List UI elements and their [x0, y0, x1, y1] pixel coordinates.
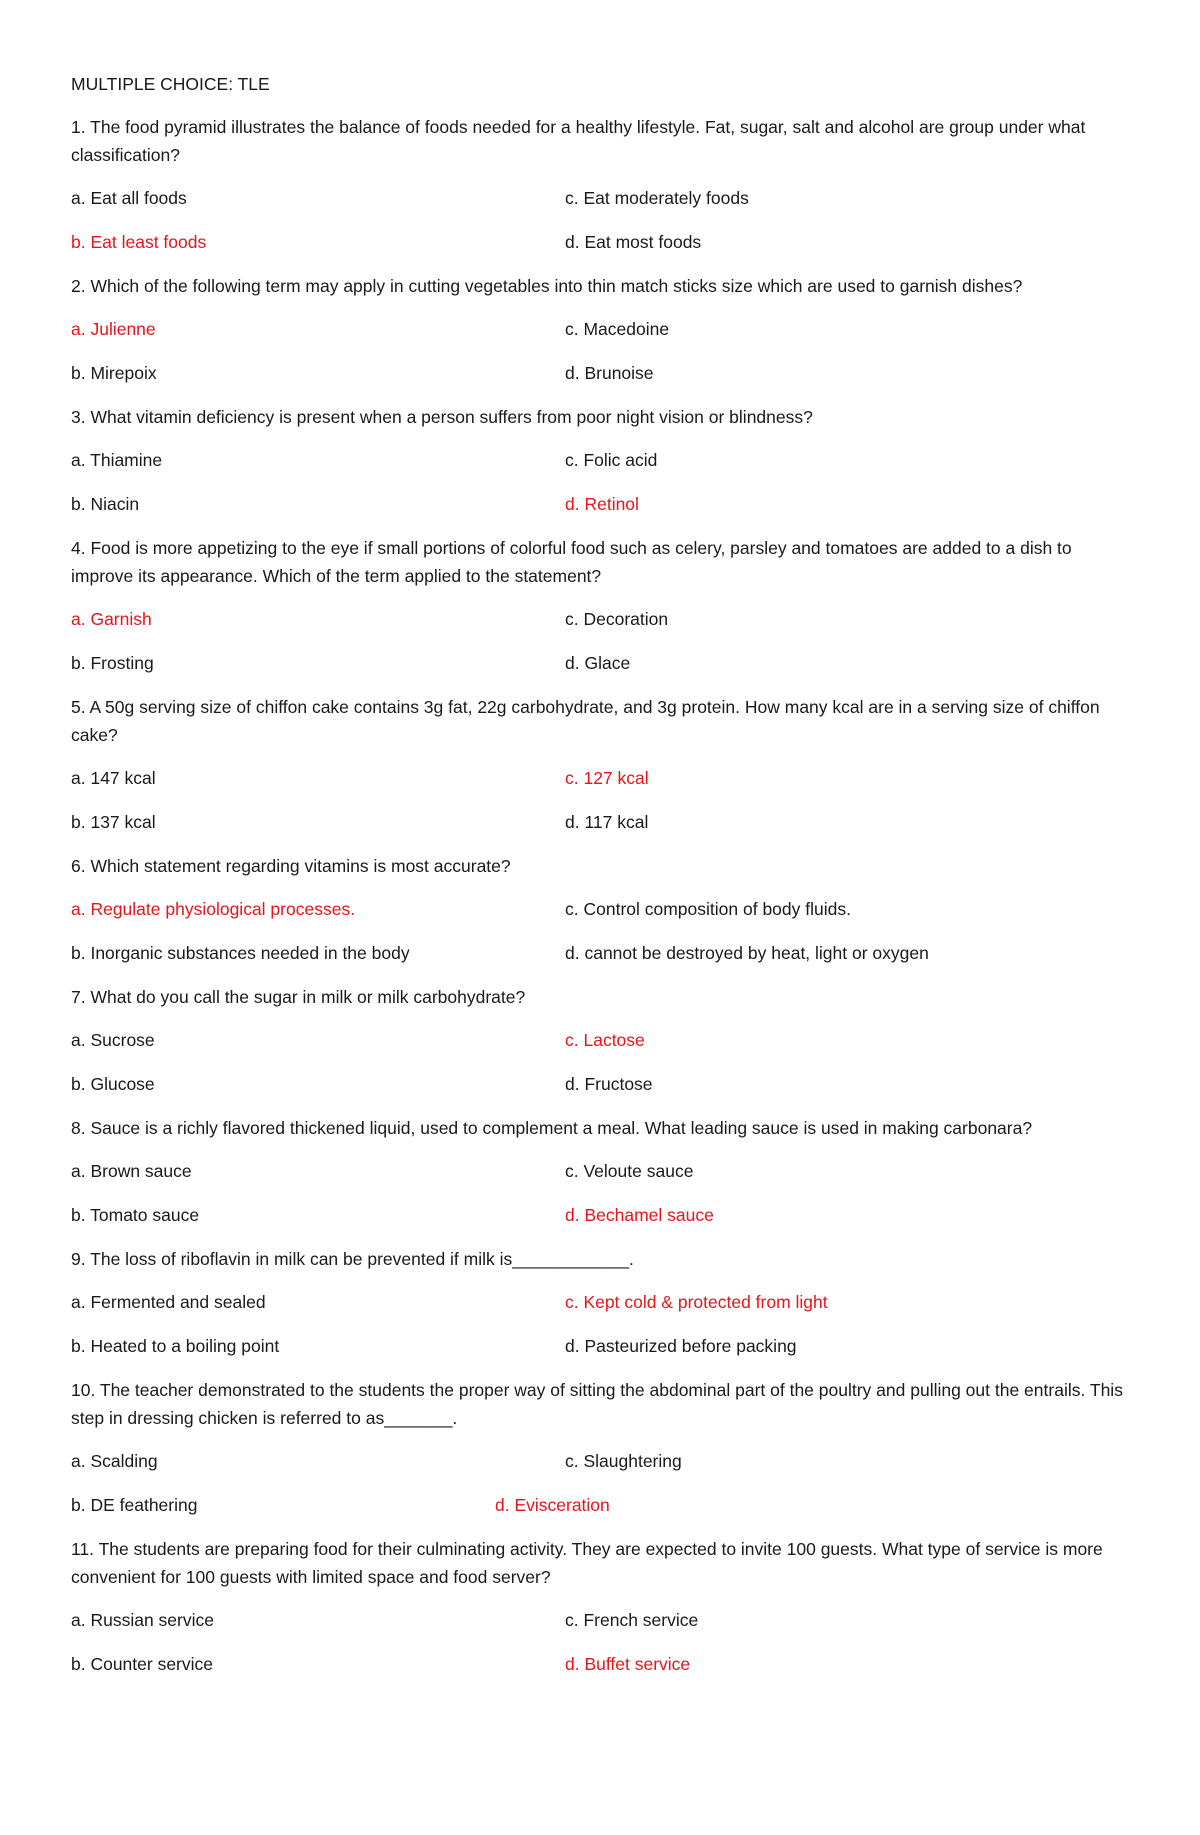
choice-row	[71, 490, 1131, 518]
choice-row	[71, 939, 1131, 967]
choice-row	[71, 228, 1131, 256]
choice-row	[71, 1070, 1131, 1098]
page-title: MULTIPLE CHOICE: TLE	[71, 74, 270, 94]
choice-row	[71, 808, 1131, 836]
choice-row	[71, 649, 1131, 677]
question-1: 1. The food pyramid illustrates the balance of foods needed for a healthy lifestyle. Fat, sugar, salt and alcohol are group under what classification?	[71, 117, 1086, 165]
question-3: 3. What vitamin deficiency is present when a person suffers from poor night vision or blindness?	[71, 407, 813, 427]
choice-row	[71, 315, 1131, 343]
choice-row	[71, 1650, 1131, 1678]
choice-b: b. DE feathering	[71, 1495, 198, 1515]
choice-c: c. French service	[565, 1610, 699, 1630]
choice-d: d. Eat most foods	[565, 232, 702, 252]
choice-d: d. 117 kcal	[565, 812, 649, 832]
question-6: 6. Which statement regarding vitamins is most accurate?	[71, 856, 511, 876]
choice-b: b. Mirepoix	[71, 363, 157, 383]
choice-d-correct: d. Evisceration	[495, 1495, 610, 1515]
choice-d-correct: d. Bechamel sauce	[565, 1205, 714, 1225]
question-4: 4. Food is more appetizing to the eye if small portions of colorful food such as celery, parsley and tomatoes are added to a dish to improve its appearance. Which of the term applied to the statement?	[71, 538, 1072, 586]
choice-a: a. Fermented and sealed	[71, 1292, 266, 1312]
choice-row	[71, 1288, 1131, 1316]
choice-d: d. Pasteurized before packing	[565, 1336, 797, 1356]
choice-d-correct: d. Buffet service	[565, 1654, 691, 1674]
choice-row	[71, 1447, 1131, 1475]
choice-d: d. cannot be destroyed by heat, light or oxygen	[565, 943, 929, 963]
choice-b: b. Heated to a boiling point	[71, 1336, 280, 1356]
choice-b: b. Tomato sauce	[71, 1205, 200, 1225]
choice-c: c. Veloute sauce	[565, 1161, 694, 1181]
choice-c-correct: c. 127 kcal	[565, 768, 649, 788]
choice-c: c. Control composition of body fluids.	[565, 899, 851, 919]
choice-row	[71, 184, 1131, 212]
choice-b: b. Inorganic substances needed in the body	[71, 943, 410, 963]
choice-row	[71, 1201, 1131, 1229]
choice-a-correct: a. Julienne	[71, 319, 156, 339]
choice-c-correct: c. Kept cold & protected from light	[565, 1292, 828, 1312]
choice-a-correct: a. Garnish	[71, 609, 152, 629]
choice-a: a. Scalding	[71, 1451, 158, 1471]
choice-c: c. Macedoine	[565, 319, 670, 339]
choice-c: c. Eat moderately foods	[565, 188, 749, 208]
choice-a: a. Russian service	[71, 1610, 214, 1630]
choice-c-correct: c. Lactose	[565, 1030, 645, 1050]
quiz-page	[71, 70, 1131, 1694]
question-8: 8. Sauce is a richly flavored thickened liquid, used to complement a meal. What leading sauce is used in making carbonara?	[71, 1118, 1033, 1138]
choice-row	[71, 1026, 1131, 1054]
choice-d-correct: d. Retinol	[565, 494, 639, 514]
choice-a-correct: a. Regulate physiological processes.	[71, 899, 356, 919]
choice-c: c. Folic acid	[565, 450, 658, 470]
question-10: 10. The teacher demonstrated to the students the proper way of sitting the abdominal part of the poultry and pulling out the entrails. This step in dressing chicken is referred to as_______.	[71, 1380, 1123, 1428]
choice-c: c. Decoration	[565, 609, 669, 629]
choice-row	[71, 359, 1131, 387]
question-9: 9. The loss of riboflavin in milk can be prevented if milk is____________.	[71, 1249, 634, 1269]
choice-row	[71, 764, 1131, 792]
choice-d: d. Glace	[565, 653, 631, 673]
question-5: 5. A 50g serving size of chiffon cake contains 3g fat, 22g carbohydrate, and 3g protein. How many kcal are in a serving size of chiffon cake?	[71, 697, 1100, 745]
choice-row	[71, 895, 1131, 923]
choice-d: d. Brunoise	[565, 363, 654, 383]
choice-a: a. Sucrose	[71, 1030, 155, 1050]
choice-d: d. Fructose	[565, 1074, 653, 1094]
choice-row	[71, 446, 1131, 474]
question-11: 11. The students are preparing food for their culminating activity. They are expected to invite 100 guests. What type of service is more convenient for 100 guests with limited space and food server?	[71, 1539, 1103, 1587]
choice-b: b. Counter service	[71, 1654, 214, 1674]
choice-row	[71, 1491, 1131, 1519]
choice-row	[71, 605, 1131, 633]
question-2: 2. Which of the following term may apply in cutting vegetables into thin match sticks size which are used to garnish dishes?	[71, 276, 1023, 296]
choice-row	[71, 1332, 1131, 1360]
choice-a: a. Eat all foods	[71, 188, 187, 208]
choice-a: a. Brown sauce	[71, 1161, 192, 1181]
choice-b: b. Niacin	[71, 494, 140, 514]
choice-b-correct: b. Eat least foods	[71, 232, 207, 252]
question-7: 7. What do you call the sugar in milk or milk carbohydrate?	[71, 987, 526, 1007]
choice-c: c. Slaughtering	[565, 1451, 682, 1471]
choice-b: b. Glucose	[71, 1074, 155, 1094]
choice-row	[71, 1157, 1131, 1185]
choice-row	[71, 1606, 1131, 1634]
choice-b: b. 137 kcal	[71, 812, 156, 832]
choice-a: a. 147 kcal	[71, 768, 156, 788]
choice-a: a. Thiamine	[71, 450, 163, 470]
choice-b: b. Frosting	[71, 653, 154, 673]
